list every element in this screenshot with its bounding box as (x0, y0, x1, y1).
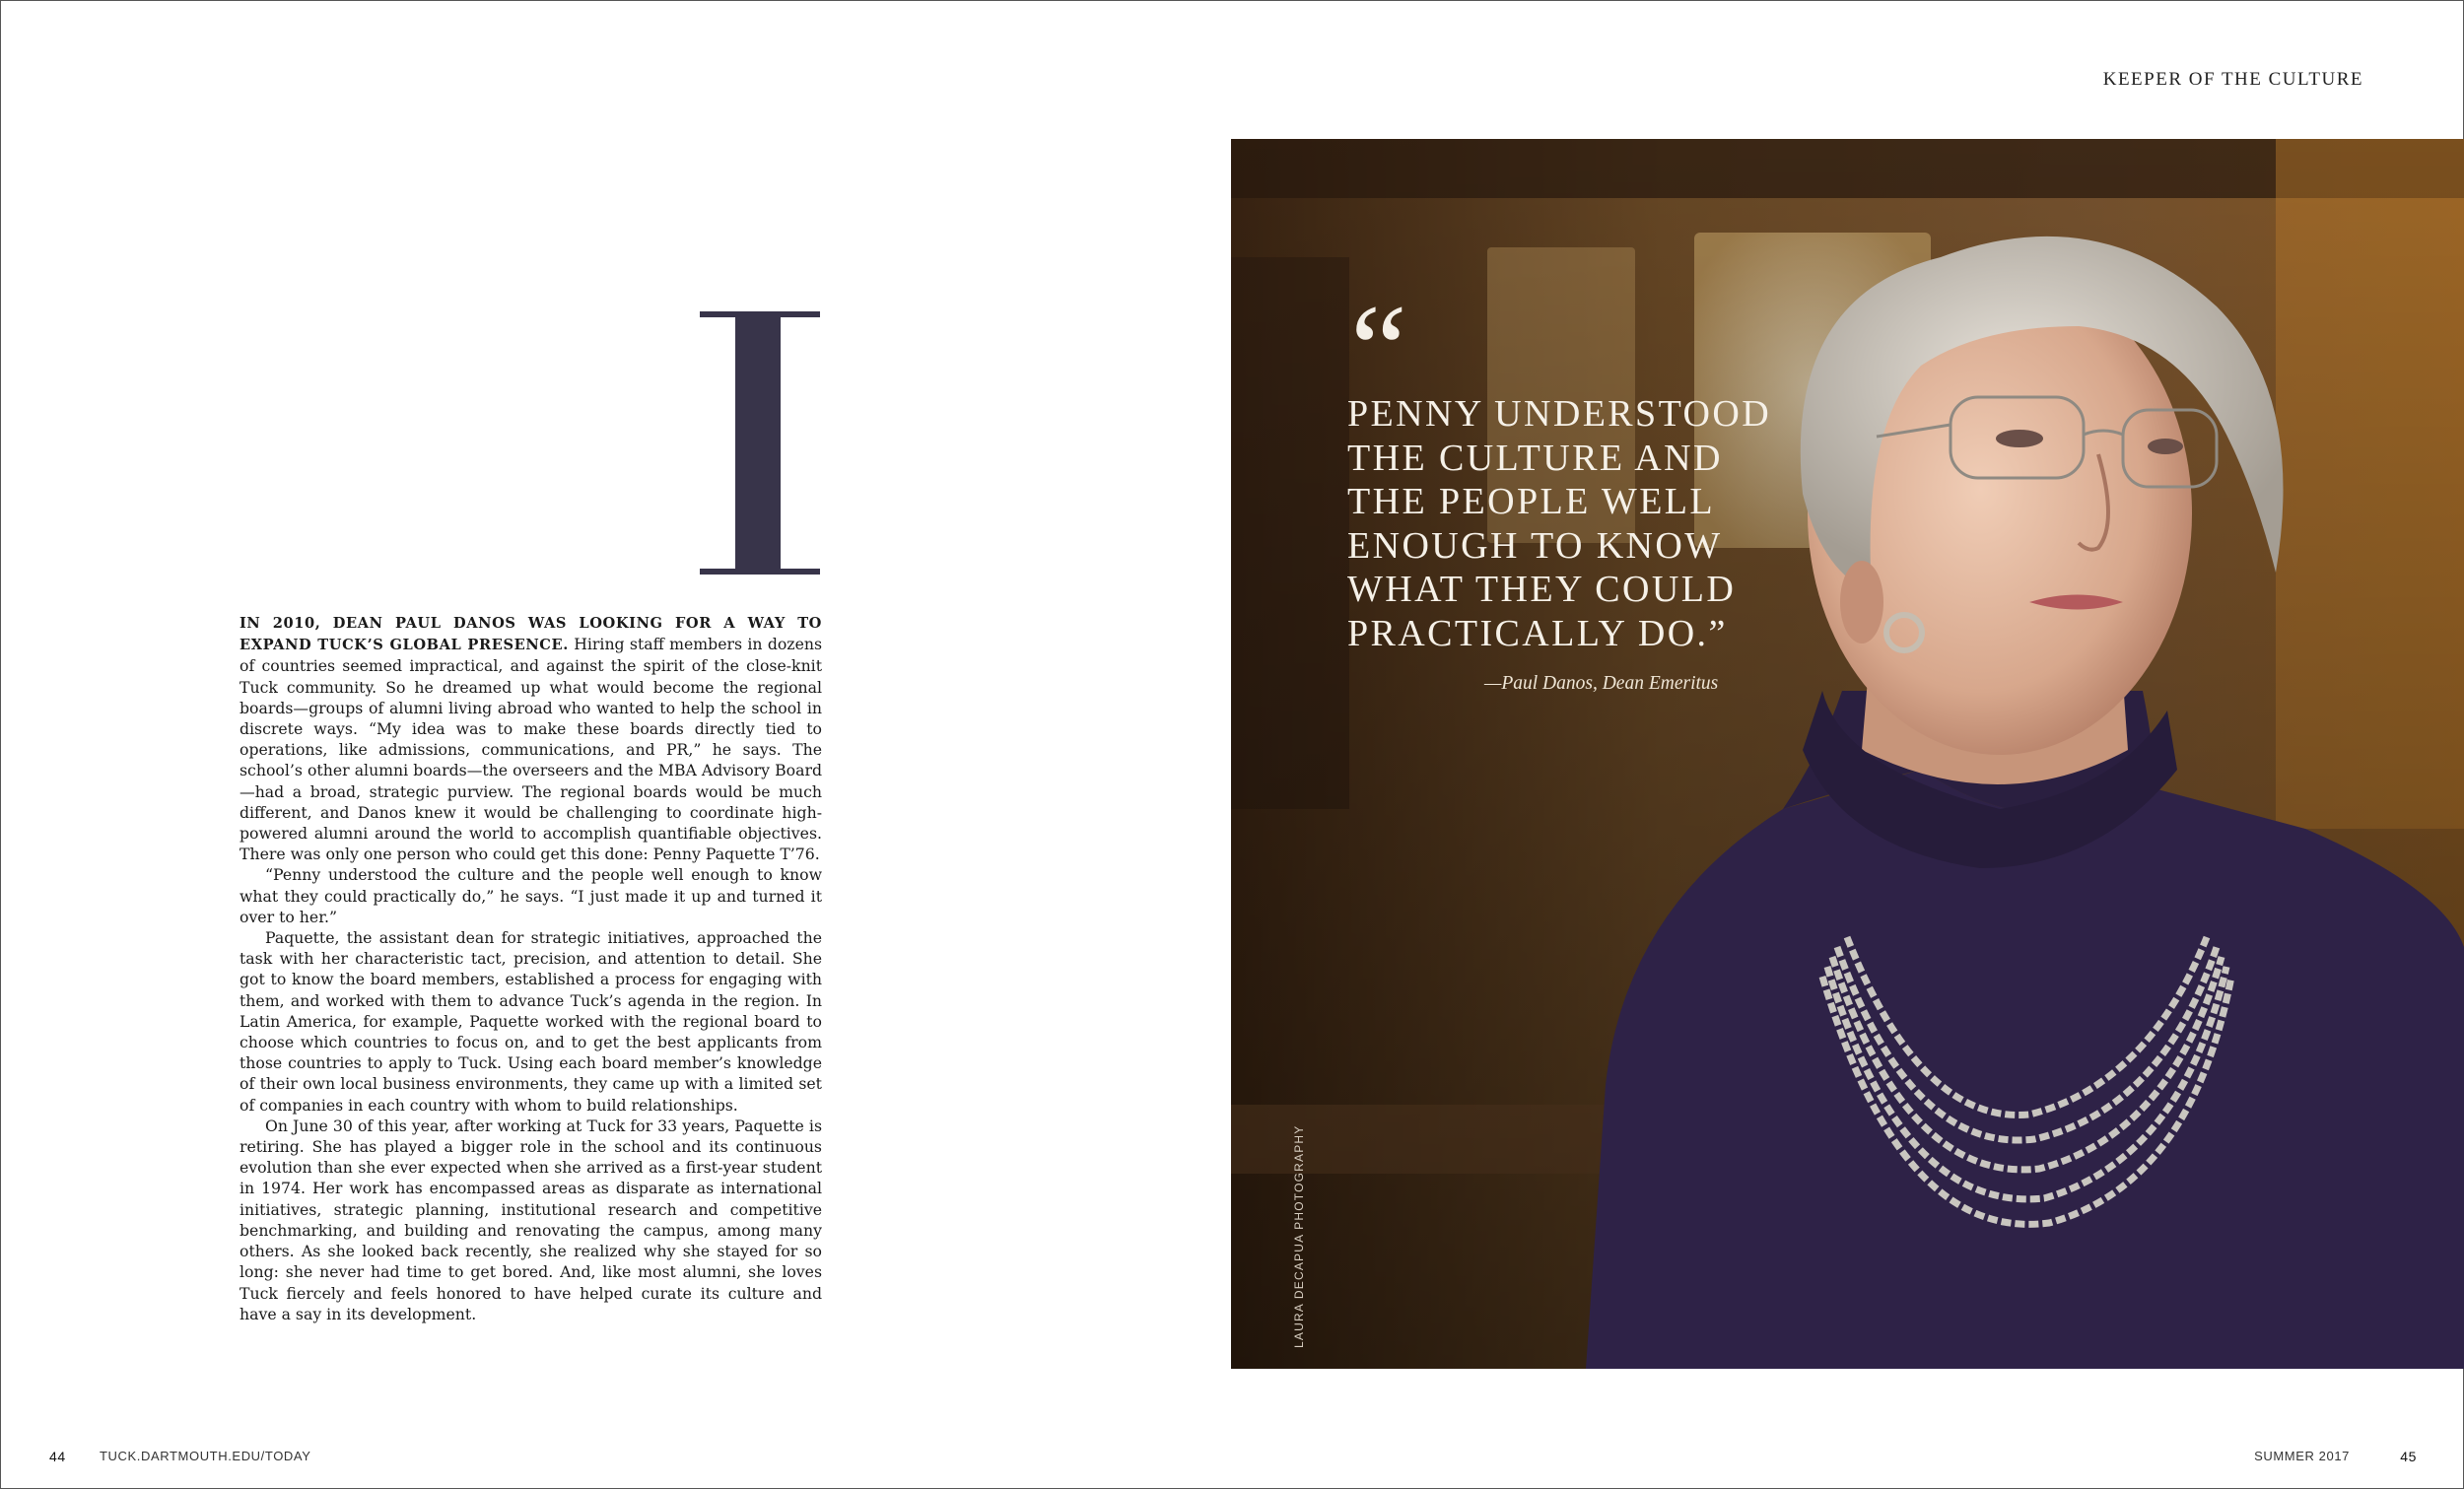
drop-cap-letter-i (690, 307, 828, 578)
article-paragraph: “Penny understood the culture and the people well enough to know what they could practically do,” he says. “I just made it up and turned it over to her.” (240, 865, 822, 926)
article-paragraph: On June 30 of this year, after working at Tuck for 33 years, Paquette is retiring. She has played a bigger role in the school and its continuous evolution than she ever expected when she arrived as a first-year student in 1974. Her work has encompassed areas as disparate as international initiatives, strategic planning, institutional research and competitive benchmarking, and building and renovating the campus, among many others. As she looked back recently, she realized why she stayed for so long: she never had time to get bored. And, like most alumni, she loves Tuck fiercely and feels honored to have helped curate its culture and have a say in its development. (240, 1116, 822, 1323)
article-lead-in: IN 2010, DEAN PAUL DANOS WAS LOOKING FOR A WAY TO EXPAND TUCK’S GLOBAL PRESENCE. (240, 615, 822, 654)
portrait-photo (1231, 139, 2464, 1369)
pull-quote: PENNY UNDERSTOOD THE CULTURE AND THE PEOPLE WELL ENOUGH TO KNOW WHAT THEY COULD PRACTICALLY DO.” (1347, 393, 1772, 654)
running-head: KEEPER OF THE CULTURE (2102, 69, 2363, 90)
quote-mark-icon: “ (1350, 279, 1407, 421)
footer-issue: SUMMER 2017 (2254, 1449, 2350, 1463)
article-paragraph: Paquette, the assistant dean for strategic initiatives, approached the task with her characteristic tact, precision, and attention to detail. She got to know the board members, established a process for engaging with them, and worked with them to advance Tuck’s agenda in the region. In Latin America, for example, Paquette worked with the regional board to choose which countries to focus on, and to get the best applicants from those countries to apply to Tuck. Using each board member’s knowledge of their own local business environments, they came up with a limited set of companies in each country with whom to build relationships. (240, 928, 822, 1115)
pull-quote-attribution: —Paul Danos, Dean Emeritus (1484, 673, 1719, 694)
article-paragraph (240, 612, 822, 864)
footer-url: TUCK.DARTMOUTH.EDU/TODAY (100, 1449, 311, 1463)
article-body (240, 612, 822, 1324)
photo-credit: LAURA DECAPUA PHOTOGRAPHY (1292, 1124, 1306, 1348)
drop-cap-bottom-serif (700, 569, 820, 575)
page-number-left: 44 (49, 1449, 66, 1464)
drop-cap-stem (735, 311, 781, 575)
article-paragraph-text: Hiring staff members in dozens of countries seemed impractical, and against the spirit of the close-knit Tuck community. So he dreamed up what would become the regional boards—groups of alumni living abroad who wanted to help the school in discrete ways. “My idea was to make these boards directly tied to operations, like admissions, communications, and PR,” he says. The school’s other alumni boards—the overseers and the MBA Advisory Board—had a broad, strategic purview. The regional boards would be much different, and Danos knew it would be challenging to coordinate high-powered alumni around the world to accomplish quantifiable objectives. There was only one person who could get this done: Penny Paquette T’76. (240, 635, 823, 864)
portrait-illustration (1231, 139, 2464, 1369)
page-number-right: 45 (2400, 1449, 2417, 1464)
